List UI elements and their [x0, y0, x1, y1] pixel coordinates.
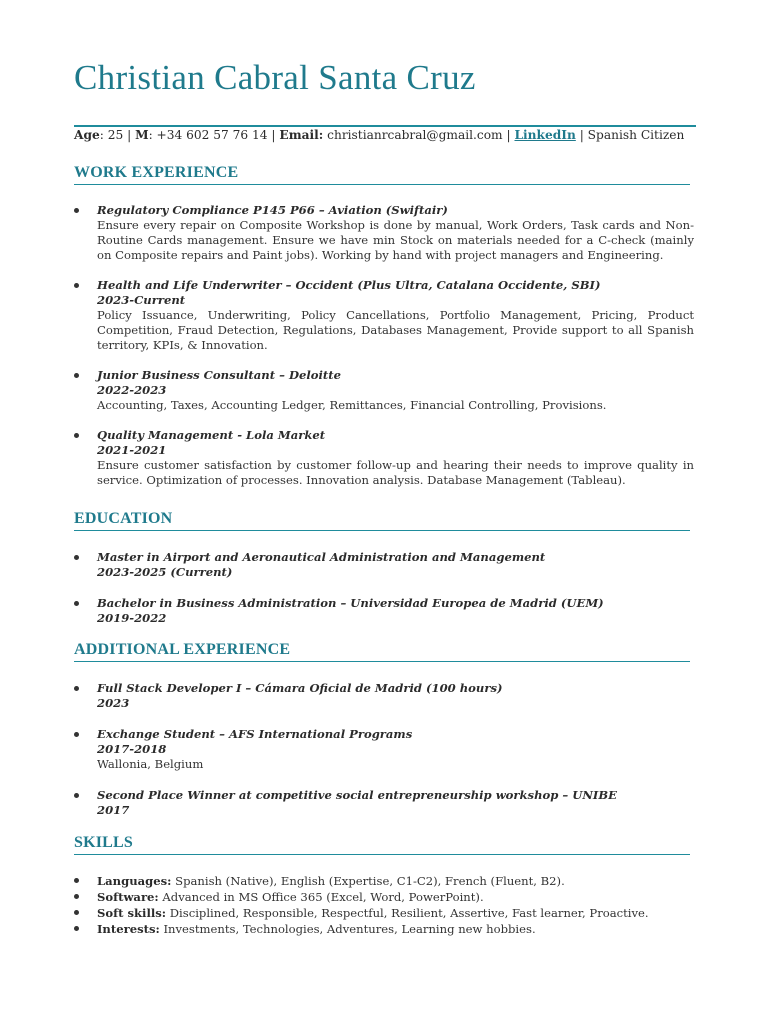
- bullet-icon: [74, 555, 79, 560]
- email-label: Email:: [279, 128, 324, 142]
- entry-title: Second Place Winner at competitive social entrepreneurship workshop – UNIBE: [97, 788, 617, 802]
- skill-value: Spanish (Native), English (Expertise, C1-C2), French (Fluent, B2).: [171, 874, 565, 888]
- bullet-icon: [74, 926, 79, 931]
- entry-description: Ensure every repair on Composite Workshop is done by manual, Work Orders, Task cards and Non-Routine Cards management. Ensure we have min Stock on materials needed for a C-check (mainly on Composite repairs and Paint jobs). Working by hand with project managers and Engineering.: [97, 218, 694, 262]
- entry-dates: 2023-2025 (Current): [97, 565, 233, 579]
- bullet-icon: [74, 878, 79, 883]
- bullet-icon: [74, 373, 79, 378]
- entry-dates: 2019-2022: [97, 611, 167, 625]
- skill-label: Languages:: [97, 874, 172, 888]
- mobile-label: M: [135, 128, 149, 142]
- entry-title: Exchange Student – AFS International Programs: [97, 727, 413, 741]
- linkedin-link[interactable]: LinkedIn: [514, 128, 576, 142]
- age-label: Age: [74, 128, 100, 142]
- list-item: [74, 368, 694, 413]
- bullet-icon: [74, 283, 79, 288]
- entry-title: Bachelor in Business Administration – Universidad Europea de Madrid (UEM): [97, 596, 604, 610]
- list-item: [74, 788, 694, 818]
- skill-label: Software:: [97, 890, 159, 904]
- entry-title: Junior Business Consultant – Deloitte: [97, 368, 342, 382]
- section-title-additional: ADDITIONAL EXPERIENCE: [74, 641, 690, 662]
- entry-dates: 2023: [97, 696, 130, 710]
- entry-dates: 2021-2021: [97, 443, 167, 457]
- skills-list: [74, 873, 694, 937]
- list-item: [74, 278, 694, 353]
- contact-line: [74, 128, 684, 142]
- list-item: [74, 596, 694, 626]
- candidate-name: Christian Cabral Santa Cruz: [74, 58, 476, 97]
- education-list: [74, 550, 694, 626]
- bullet-icon: [74, 208, 79, 213]
- section-title-education: EDUCATION: [74, 510, 690, 531]
- entry-description: Policy Issuance, Underwriting, Policy Cancellations, Portfolio Management, Pricing, Product Competition, Fraud Detection, Regulations, Databases Management, Provide support to all Spanish territory, KPIs, & Innovation.: [97, 308, 694, 352]
- mobile-value: : +34 602 57 76 14 |: [148, 128, 280, 142]
- skill-label: Interests:: [97, 922, 160, 936]
- skill-label: Soft skills:: [97, 906, 167, 920]
- entry-title: Full Stack Developer I – Cámara Oficial de Madrid (100 hours): [97, 681, 503, 695]
- entry-title: Quality Management - Lola Market: [97, 428, 326, 442]
- list-item: [74, 203, 694, 263]
- list-item: [74, 889, 694, 905]
- citizenship-text: | Spanish Citizen: [575, 128, 685, 142]
- skill-value: Advanced in MS Office 365 (Excel, Word, PowerPoint).: [158, 890, 484, 904]
- entry-dates: 2022-2023: [97, 383, 167, 397]
- list-item: [74, 921, 694, 937]
- entry-dates: 2017-2018: [97, 742, 167, 756]
- bullet-icon: [74, 910, 79, 915]
- bullet-icon: [74, 894, 79, 899]
- bullet-icon: [74, 686, 79, 691]
- list-item: [74, 727, 694, 772]
- email-value: christianrcabral@gmail.com |: [323, 128, 515, 142]
- entry-dates: 2017: [97, 803, 130, 817]
- list-item: [74, 550, 694, 580]
- work-experience-list: [74, 203, 694, 488]
- skill-value: Investments, Technologies, Adventures, Learning new hobbies.: [159, 922, 536, 936]
- list-item: [74, 873, 694, 889]
- list-item: [74, 428, 694, 488]
- header-divider: [74, 125, 696, 127]
- section-title-skills: SKILLS: [74, 834, 690, 855]
- entry-description: Accounting, Taxes, Accounting Ledger, Remittances, Financial Controlling, Provisions.: [97, 398, 607, 412]
- bullet-icon: [74, 793, 79, 798]
- list-item: [74, 905, 694, 921]
- age-value: : 25 |: [99, 128, 136, 142]
- additional-experience-list: [74, 681, 694, 818]
- skill-value: Disciplined, Responsible, Respectful, Resilient, Assertive, Fast learner, Proactive.: [166, 906, 649, 920]
- section-title-work: WORK EXPERIENCE: [74, 164, 690, 185]
- entry-description: Ensure customer satisfaction by customer follow-up and hearing their needs to improve quality in service. Optimization of processes. Innovation analysis. Database Management (Tableau).: [97, 458, 694, 487]
- entry-dates: 2023-Current: [97, 293, 186, 307]
- entry-title: Regulatory Compliance P145 P66 – Aviation (Swiftair): [97, 203, 448, 217]
- bullet-icon: [74, 433, 79, 438]
- entry-title: Health and Life Underwriter – Occident (Plus Ultra, Catalana Occidente, SBI): [97, 278, 601, 292]
- bullet-icon: [74, 732, 79, 737]
- list-item: [74, 681, 694, 711]
- bullet-icon: [74, 601, 79, 606]
- entry-location: Wallonia, Belgium: [97, 757, 204, 771]
- entry-title: Master in Airport and Aeronautical Administration and Management: [97, 550, 546, 564]
